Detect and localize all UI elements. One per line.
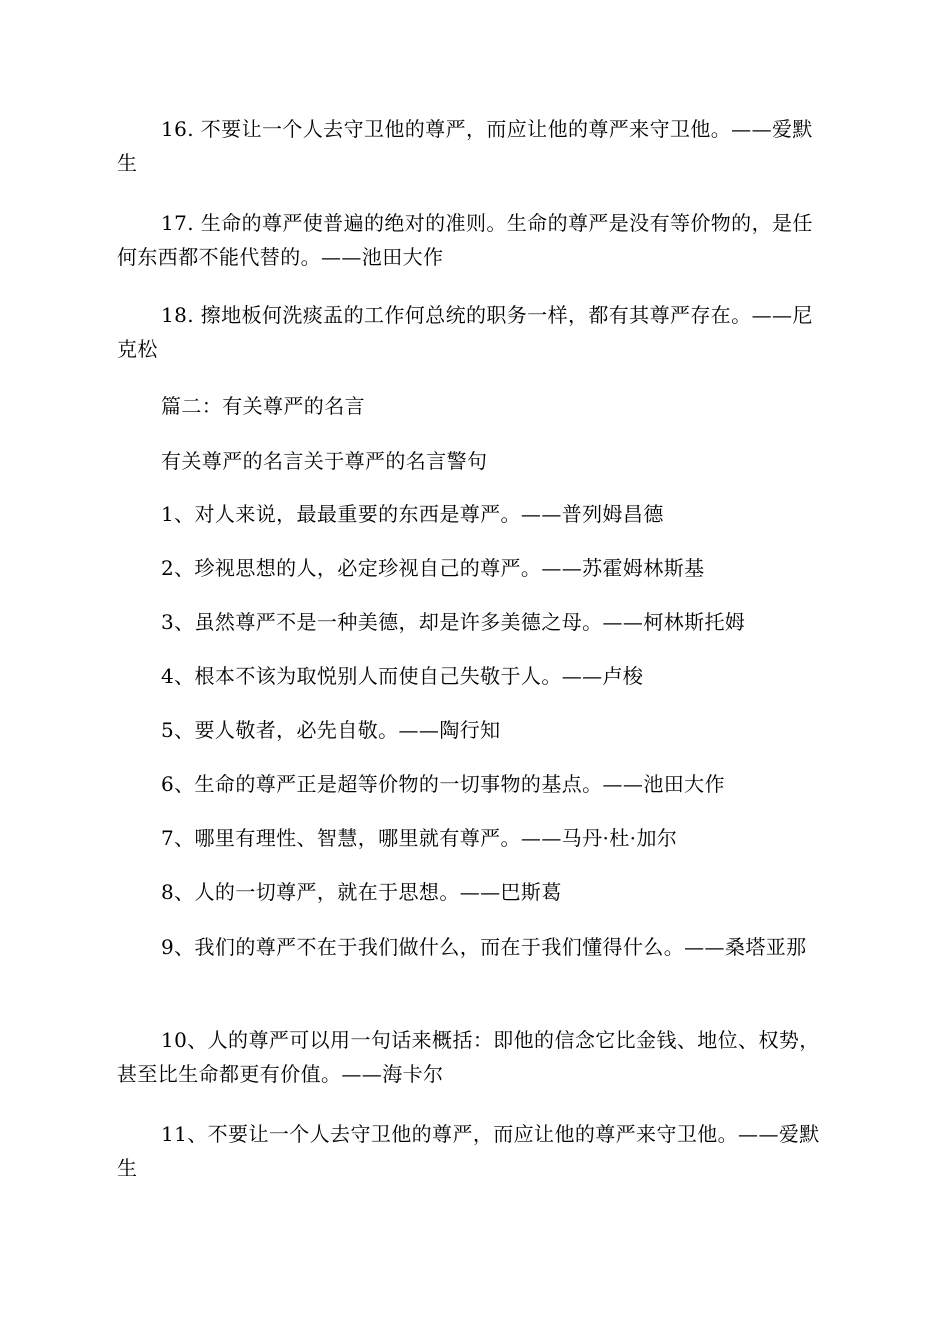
quote-18: 18. 擦地板何洗痰盂的工作何总统的职务一样，都有其尊严存在。——尼克松 bbox=[117, 303, 813, 361]
quote-17: 17. 生命的尊严使普遍的绝对的准则。生命的尊严是没有等价物的，是任何东西都不能代替的。——池田大作 bbox=[117, 211, 813, 269]
quote-1: 1、对人来说，最最重要的东西是尊严。——普列姆昌德 bbox=[161, 502, 664, 526]
quote-6: 6、生命的尊严正是超等价物的一切事物的基点。——池田大作 bbox=[161, 772, 725, 796]
quote-11: 11、不要让一个人去守卫他的尊严，而应让他的尊严来守卫他。——爱默生 bbox=[117, 1122, 820, 1180]
quote-3: 3、虽然尊严不是一种美德，却是许多美德之母。——柯林斯托姆 bbox=[161, 610, 746, 634]
quote-8: 8、人的一切尊严，就在于思想。——巴斯葛 bbox=[161, 880, 562, 904]
section-heading: 篇二：有关尊严的名言 bbox=[161, 394, 365, 418]
quote-10: 10、人的尊严可以用一句话来概括：即他的信念它比金钱、地位、权势，甚至比生命都更有价值。——海卡尔 bbox=[117, 1028, 820, 1086]
quote-16: 16. 不要让一个人去守卫他的尊严，而应让他的尊严来守卫他。——爱默生 bbox=[117, 117, 813, 175]
quote-4: 4、根本不该为取悦别人而使自己失敬于人。——卢梭 bbox=[161, 664, 644, 688]
section-subtitle: 有关尊严的名言关于尊严的名言警句 bbox=[161, 449, 488, 473]
quote-9: 9、我们的尊严不在于我们做什么，而在于我们懂得什么。——桑塔亚那 bbox=[161, 935, 807, 959]
quote-2: 2、珍视思想的人，必定珍视自己的尊严。——苏霍姆林斯基 bbox=[161, 556, 705, 580]
quote-5: 5、要人敬者，必先自敬。——陶行知 bbox=[161, 718, 501, 742]
quote-7: 7、哪里有理性、智慧，哪里就有尊严。——马丹·杜·加尔 bbox=[161, 826, 678, 850]
